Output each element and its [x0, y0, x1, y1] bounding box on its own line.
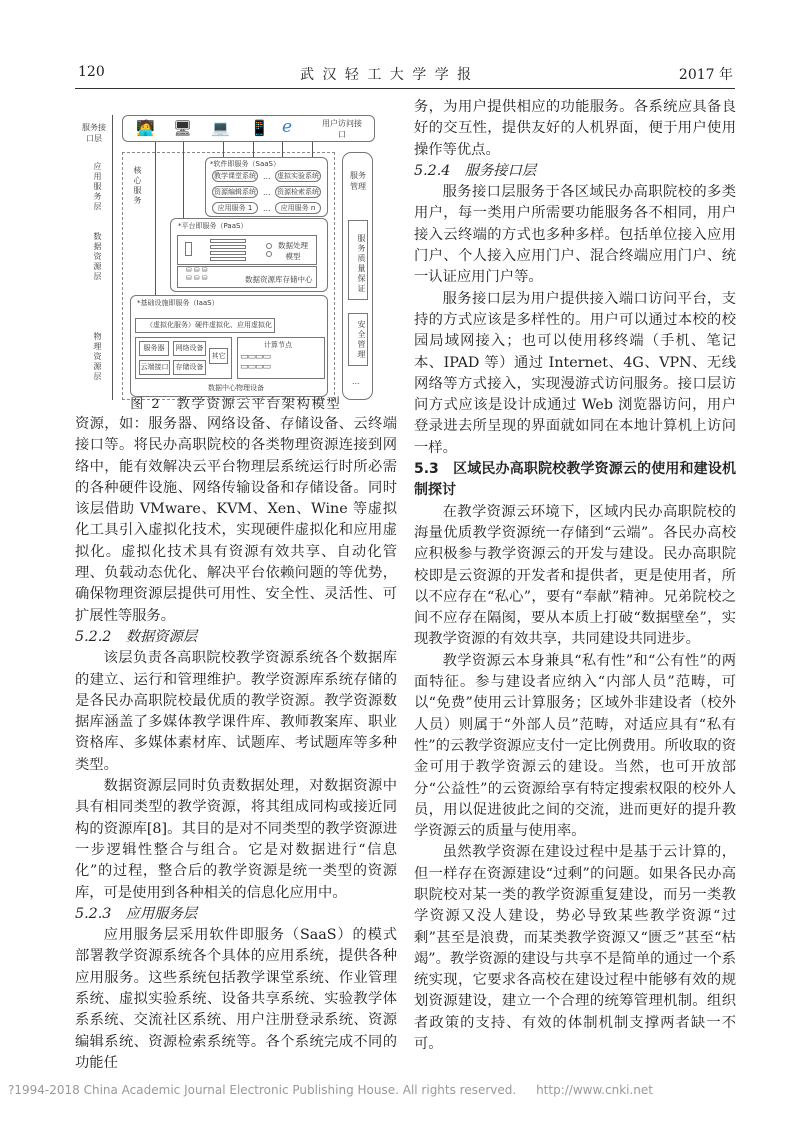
device-item: 网络设备 [173, 341, 206, 356]
node-shape [266, 251, 272, 257]
saas-item: 应用服务 1 [212, 202, 258, 214]
layer-label: 数据资源层 [93, 232, 102, 282]
node-shape [210, 239, 246, 243]
database-icon: ⛁⛁⛁ ⛁⛁⛁ [186, 266, 210, 282]
datacenter-label: 数据中心物理设备 [208, 384, 264, 392]
paragraph: 虽然教学资源在建设过程中是基于云计算的，但一样存在资源建设“过剩”的问题。如果各民办高职院校对某一类的教学资源重复建设，而另一类教学资源又没人建设，势必导致某些教学资源“过剩”甚至是浪费，而某类教学资源又“匮乏”甚至“枯竭”。教学资源的建设与共享不是简单的通过一个系统实现，它要求各高校在建设过程中能够有效的规划资源建设，建立一个合理的统筹管理机制。组织者政策的支持、有效的体制机制支撑两者缺一不可。 [414, 844, 736, 1053]
page-number: 120 [78, 64, 105, 80]
paragraph: 数据资源层同时负责数据处理，对数据资源中具有相同类型的教学资源，将其组成同构或接近同构的资源库[8]。其目的是对不同类型的教学资源进一步逻辑性整合与组合。它是对数据进行“信息化”的过程，整合后的教学资源是统一类型的资源库，可是使用到各种相关的信息化应用中。 [75, 778, 397, 901]
right-column [414, 97, 736, 1055]
layer-label: 物理资源层 [93, 332, 102, 382]
arrow [223, 142, 224, 157]
node-shape [210, 251, 246, 255]
device-item: 云端接口 [139, 360, 170, 375]
device-item: 存储设备 [173, 360, 206, 375]
paragraph: 在教学资源云环境下，区域内民办高职院校的海量优质教学资源统一存储到“云端”。各民办高校应积极参与教学资源云的开发与建设。民办高职院校即是云资源的开发者和提供者，更是使用者，所以不应存在“私心”，要有“奉献”精神。兄弟院校之间不应存在隔阂，要从本质上打破“数据壁垒”，实现教学资源的有效共享，共同建设共同进步。 [414, 503, 736, 648]
paragraph: 服务接口层为用户提供接入端口访问平台，支持的方式应该是多样性的。用户可以通过本校的校园局域网接入；也可以使用移终端（手机、笔记本、IPAD 等）通过 Internet、4G、VPN、无线网络等方式接入，实现漫游式访问服务。接口层访问方式应该是设计成通过 Web 浏览器访问，用户登录进去所呈现的界面就如同在本地计算机上访问一样。 [414, 290, 736, 456]
paas-title: *平台即服务（PaaS） [178, 222, 248, 230]
saas-title: *软件即服务（SaaS） [210, 160, 280, 168]
node-shape [185, 242, 192, 256]
architecture-diagram [80, 100, 400, 400]
arrow [312, 142, 313, 157]
ellipsis: … [352, 377, 360, 386]
service-management-label: 服务管理 [350, 171, 366, 191]
device-item: 其它 [209, 348, 228, 364]
section-heading: 5.2.4 服务接口层 [414, 162, 537, 179]
layer-label: 服务接口层 [82, 123, 106, 143]
compute-label: 计算节点 [264, 341, 292, 349]
footer-url[interactable]: http://www.cnki.net [536, 1083, 653, 1097]
saas-item: 教学课堂系统 [214, 172, 256, 180]
security-box: 安全管理 [348, 313, 368, 366]
monitor-icon: 🖥 [173, 119, 193, 137]
arrow [183, 142, 184, 218]
laptop-icon: 💻 [211, 119, 230, 137]
saas-item: 应用服务 n [275, 202, 321, 214]
saas-item: 虚拟实验系统 [277, 172, 319, 180]
arrow [253, 142, 254, 157]
iaas-title: *基础设施即服务（IaaS） [137, 299, 219, 307]
core-services-label: 核心服务 [133, 166, 142, 206]
processing-model-label: 数据处理模型 [278, 241, 308, 261]
ellipsis: … [263, 204, 271, 213]
section-heading: 5.2.3 应用服务层 [75, 905, 198, 922]
qos-box: 服务质量保证 [348, 220, 368, 300]
layer-label: 应用服务层 [93, 162, 102, 212]
mobile-phone-icon: 📱 [250, 119, 269, 137]
arrow [155, 142, 156, 297]
paragraph: 教学资源云本身兼具“私有性”和“公有性”的两面特征。参与建设者应纳入“内部人员”范畴，可以“免费”使用云计算服务；区域外非建设者（校外人员）则属于“外部人员”范畴，对适应具有“私有性”的云教学资源应支付一定比例费用。所收取的资金可用于教学资源云的建设。当然，也可开放部分“公益性”的云资源给享有特定搜索权限的校外人员，用以促进彼此之间的交流，进而更好的提升教学资源云的质量与使用率。 [414, 652, 736, 840]
node-shape [266, 243, 272, 249]
arrow [282, 142, 283, 157]
copyright: ?1994-2018 China Academic Journal Electronic Publishing House. All rights reserved. [8, 1083, 517, 1097]
device-item: 服务器 [139, 341, 169, 356]
ie-browser-icon: e [282, 117, 293, 137]
journal-name: 武 汉 轻 工 大 学 学 报 [300, 67, 474, 83]
node-shape [210, 257, 246, 261]
saas-item: 资源编辑系统 [214, 188, 256, 196]
left-column [75, 414, 397, 1074]
paragraph: 该层负责各高职院校教学资源系统各个数据库的建立、运行和管理维护。教学资源库系统存储的是各民办高职院校最优质的教学资源。教学资源数据库涵盖了多媒体教学课件库、教师教案库、职业资格库、多媒体素材库、试题库、考试题库等多种类型。 [75, 650, 397, 773]
header-rule [75, 88, 735, 89]
compute-node-icon: ▭▭▭▭ ▭▭▭▭ [240, 352, 271, 372]
section-heading: 5.3 区域民办高职院校教学资源云的使用和建设机制探讨 [414, 461, 736, 499]
ellipsis: … [263, 172, 271, 181]
paragraph: 务，为用户提供相应的功能服务。各系统应具备良好的交互性，提供友好的人机界面，便于用户使用操作等优点。 [414, 99, 736, 158]
virtualization-box: （虚拟化服务）硬件虚拟化、应用虚拟化 [135, 318, 275, 333]
ellipsis: … [263, 188, 271, 197]
paragraph: 服务接口层服务于各区域民办高职院校的多类用户，每一类用户所需要功能服务各不相同，用户接入云终端的方式也多种多样。包括单位接入应用门户、个人接入应用门户、混合终端应用门户、统一认证应用门户等。 [414, 184, 736, 286]
user-at-computer-icon: 🧑‍💻 [136, 119, 155, 137]
figure-caption: 图 2 教学资源云平台架构模型 [130, 397, 342, 412]
storage-label: 数据资源库存储中心 [245, 275, 313, 284]
section-heading: 5.2.2 数据资源层 [75, 628, 198, 645]
node-shape [210, 245, 246, 249]
year: 2017 年 [678, 67, 733, 83]
paragraph: 资源，如：服务器、网络设备、存储设备、云终端接口等。将民办高职院校的各类物理资源连接到网络中，能有效解决云平台物理层系统运行时所必需的各种硬件设施、网络传输设备和存储设备。同时该层借助 VMware、KVM、Xen、Wine 等虚拟化工具引入虚拟化技术，实现硬件虚拟化和应用虚拟化。虚拟化技术具有资源有效共享、自动化管理、负载动态优化、解决平台依赖问题的等优势，确保物理资源层提供可用性、安全性、灵活性、可扩展性等服务。 [75, 416, 397, 624]
saas-item: 资源检索系统 [277, 188, 319, 196]
layer-axis [112, 115, 113, 400]
user-access-label: 用户访问接口 [322, 119, 362, 139]
paragraph: 应用服务层采用软件即服务（SaaS）的模式部署教学资源系统各个具体的应用系统，提供各种应用服务。这些系统包括教学课堂系统、作业管理系统、虚拟实验系统、设备共享系统、实验教学体系系统、交流社区系统、用户注册登录系统、资源编辑系统、资源检索系统等。各个系统完成不同的功能任 [75, 927, 397, 1071]
